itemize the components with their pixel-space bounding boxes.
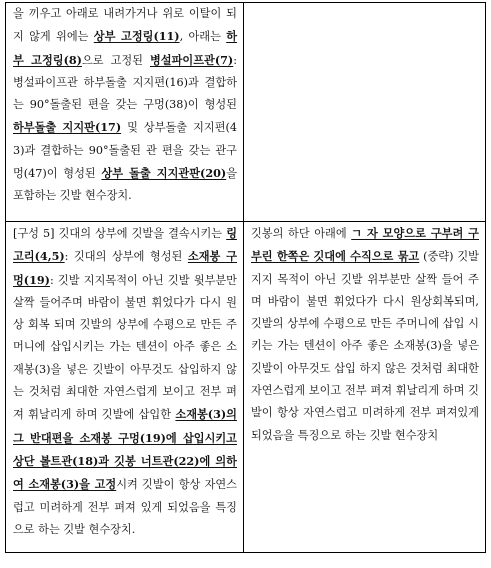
- underlined-term: 소재봉(3)의 그 반대편을 소재봉 구멍(19)에 삽입시키고 상단 볼트관(18)과 깃봉 너트관(22)에 의하여 소재봉(3)을 고정: [13, 407, 237, 492]
- underlined-term: ㄱ 자 모양으로 구부려 구부린 한쪽은 깃대에 수직으로 묶고: [251, 226, 479, 264]
- underlined-term: 링고리(4,5): [13, 226, 237, 264]
- underlined-term: 하부 고정링(8): [13, 29, 238, 67]
- prior-art-cell-right: [244, 3, 486, 222]
- table-row: [6, 222, 486, 553]
- text-run: (중략) 깃발 지지 목적이 아닌 깃발 위부분만 살짝 들어 주며 바람이 불면 휘었다가 다시 원상회복되며, 깃발의 상부에 수평으로 만든 주머니에 삽입 시키는 가는 텐션이 아주 좋은 소재봉(3)을 넣은 깃발이 아무것도 삽입 하지 않은 것처럼 최대한 자연스럽게 보이고 전부 펴져 휘날리게 하며 깃발이 항상 자연스럽고 미려하게 전부 펴져있게 되었음을 특징으로 하는 깃발 현수장치: [251, 250, 479, 442]
- underlined-term: 하부돌출 지지판(17): [13, 120, 122, 135]
- text-run: : 깃발 지지목적이 아닌 깃발 윗부분만 살짝 들어주며 바람이 불면 휘었다가 다시 원상 회복 되며 깃발의 상부에 수평으로 만든 주머니에 삽입시키는 가는 텐션이 아주 좋은 소재봉(3)을 넣은 깃발이 아무것도 삽입하지 않는 것처럼 최대한 자연스럽게 보이고 전부 펴져 휘날리게 하며 깃발에 삽입한: [13, 273, 237, 422]
- text-run: 을 끼우고 아래로 내려가거나 위로 이탈이 되지 않게 위에는: [13, 7, 237, 44]
- claim-cell-left: [6, 3, 244, 222]
- text-run: [구성 5] 깃대의 상부에 깃발을 결속시키는: [13, 227, 227, 240]
- claim-cell-left: [6, 222, 244, 553]
- text-run: 깃봉의 하단 아래에: [251, 227, 352, 240]
- comparison-table: [5, 2, 486, 553]
- underlined-term: 상부 돌출 지지관판(20): [101, 166, 227, 181]
- text-run: : 병설파이프관 하부돌출 지지편(16)과 결합하는 90°돌출된 편을 갖는 구멍(38)이 형성된: [13, 53, 237, 112]
- prior-art-cell-right: [244, 222, 486, 553]
- text-run: : 깃대의 상부에 형성된: [64, 250, 188, 264]
- text-run: 으로 고정된: [81, 53, 150, 67]
- underlined-term: 상부 고정링(11): [93, 29, 180, 44]
- underlined-term: 소재봉 구멍(19): [13, 249, 238, 287]
- text-run: 및 상부돌출 지지편(43)과 결합하는 90°돌출된 관 편을 갖는 관구멍(47)이 형성된: [13, 121, 237, 181]
- table-row: [6, 3, 486, 222]
- underlined-term: 병설파이프관(7): [150, 52, 234, 67]
- text-run: 시켜 깃발이 항상 자연스럽고 미려하게 전부 펴져 있게 되었음을 특징으로 하는 깃발 현수장치.: [13, 478, 237, 536]
- text-run: 을 포함하는 깃발 현수장치.: [13, 167, 237, 203]
- text-run: , 아래는: [179, 30, 227, 44]
